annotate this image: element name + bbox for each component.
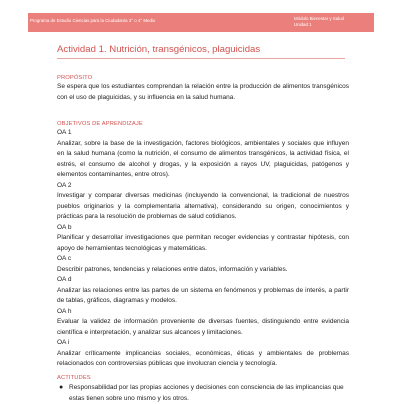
oa-text: Describir patrones, tendencias y relaciones entre datos, información y variables. [57, 265, 288, 273]
activity-title: Actividad 1. Nutrición, transgénicos, plaguicidas [57, 44, 261, 55]
oa-code: OA h [57, 307, 72, 315]
oa-code: OA 1 [57, 129, 72, 136]
oa-text: Planificar y desarrollar investigaciones que permitan recoger evidencias y contrastar hipótesis, con apoyo de herramientas tecnológicas y matemáticas. [57, 234, 349, 252]
oa-code: OA c [57, 255, 72, 262]
oa-code: OA 2 [57, 181, 72, 189]
oa-code: OA d [57, 276, 72, 283]
oa-text: Analizar las relaciones entre las partes de un sistema en fenómenos y problemas de interés, a partir de tablas, gráficos, diagramas y modelos. [57, 286, 349, 304]
module-name: Módulo Bienestar y Salud [294, 16, 345, 21]
oa-text: Evaluar la validez de información proveniente de diversas fuentes, distinguiendo entre evidencia científica e interpretación, y analizar sus alcances y limitaciones. [57, 318, 349, 336]
oa-text: Investigar y comparar diversas medicinas (incluyendo la convencional, la tradicional de nuestros pueblos originarios y la complementaria alternativa), considerando su origen, conocimientos y prácticas para la resolución de problemas de salud cotidianos. [57, 192, 349, 220]
bullet-icon: ● [59, 384, 64, 391]
actitud-text: Responsabilidad por las propias acciones y decisiones con consciencia de las implicancias que estas tienen sobre uno mismo y los otros. [69, 384, 344, 402]
oa-text: Analizar críticamente implicancias sociales, económicas, éticas y ambientales de problemas relacionados con controversias públicas que involucran ciencia y tecnología. [57, 349, 349, 367]
oa-code: OA b [57, 223, 72, 231]
oa-code: OA i [57, 339, 70, 346]
proposito-heading: PROPÓSITO [57, 75, 93, 81]
actitudes-heading: ACTITUDES [57, 375, 91, 381]
module-info [294, 16, 344, 27]
oa-text: Analizar, sobre la base de la investigación, factores biológicos, ambientales y sociales que influyen en la salud humana (como la nutrición, el consumo de alimentos transgénicos, la actividad física, el estrés, el consumo de alcohol y drogas, y la exposición a rayos UV, plaguicidas, patógenos y elementos contaminantes, entre otros). [57, 139, 349, 178]
proposito-text: Se espera que los estudiantes comprendan la relación entre la producción de alimentos transgénicos con el uso de plaguicidas, y su influencia en la salud humana. [57, 83, 349, 101]
program-title: Programa de Estudio Ciencias para la Ciudadanía 3° o 4° Medio [30, 18, 156, 23]
unit-name: Unidad 1 [294, 21, 312, 27]
objetivos-heading: OBJETIVOS DE APRENDIZAJE [57, 121, 143, 127]
title-divider [57, 58, 345, 59]
